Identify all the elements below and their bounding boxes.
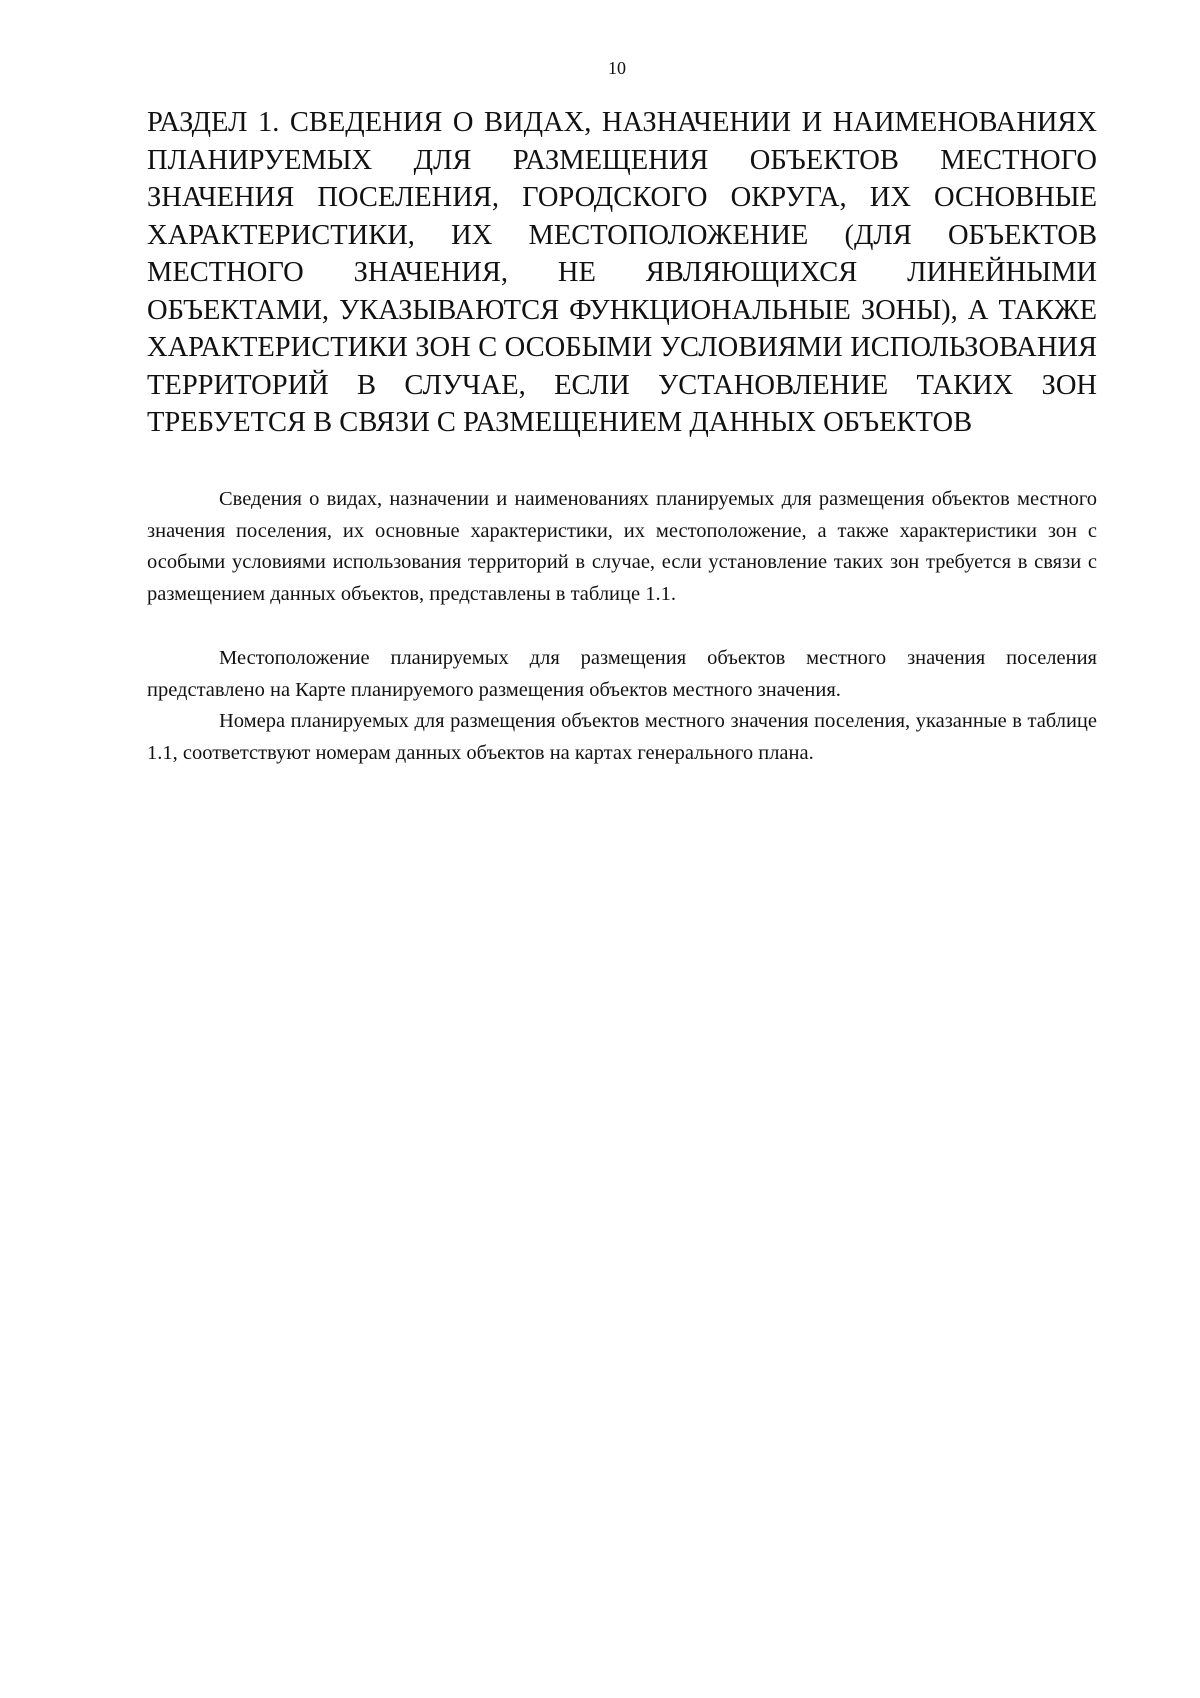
section-title: РАЗДЕЛ 1. СВЕДЕНИЯ О ВИДАХ, НАЗНАЧЕНИИ И НАИМЕНОВАНИЯХ ПЛАНИРУЕМЫХ ДЛЯ РАЗМЕЩЕНИЯ ОБЪЕКТОВ МЕСТНОГО ЗНАЧЕНИЯ ПОСЕЛЕНИЯ, ГОРОДСКОГО ОКРУГА, ИХ ОСНОВНЫЕ ХАРАКТЕРИСТИКИ, ИХ МЕСТОПОЛОЖЕНИЕ (ДЛЯ ОБЪЕКТОВ МЕСТНОГО ЗНАЧЕНИЯ, НЕ ЯВЛЯЮЩИХСЯ ЛИНЕЙНЫМИ ОБЪЕКТАМИ, УКАЗЫВАЮТСЯ ФУНКЦИОНАЛЬНЫЕ ЗОНЫ), А ТАКЖЕ ХАРАКТЕРИСТИКИ ЗОН С ОСОБЫМИ УСЛОВИЯМИ ИСПОЛЬЗОВАНИЯ ТЕРРИТОРИЙ В СЛУЧАЕ, ЕСЛИ УСТАНОВЛЕНИЕ ТАКИХ ЗОН ТРЕБУЕТСЯ В СВЯЗИ С РАЗМЕЩЕНИЕМ ДАННЫХ ОБЪЕКТОВ bbox=[147, 107, 1097, 438]
paragraph-map-location: Местоположение планируемых для размещения объектов местного значения поселения представлено на Карте планируемого размещения объектов местного значения. bbox=[147, 647, 1097, 701]
paragraph-table-reference: Сведения о видах, назначении и наименованиях планируемых для размещения объектов местного значения поселения, их основные характеристики, их местоположение, а также характеристики зон с особыми условиями использования территорий в случае, если установление таких зон требуется в связи с размещением данных объектов, представлены в таблице 1.1. bbox=[147, 488, 1097, 605]
page-number: 10 bbox=[608, 58, 626, 78]
paragraph-object-numbers: Номера планируемых для размещения объектов местного значения поселения, указанные в таблице 1.1, соответствуют номерам данных объектов на картах генерального плана. bbox=[147, 710, 1097, 764]
